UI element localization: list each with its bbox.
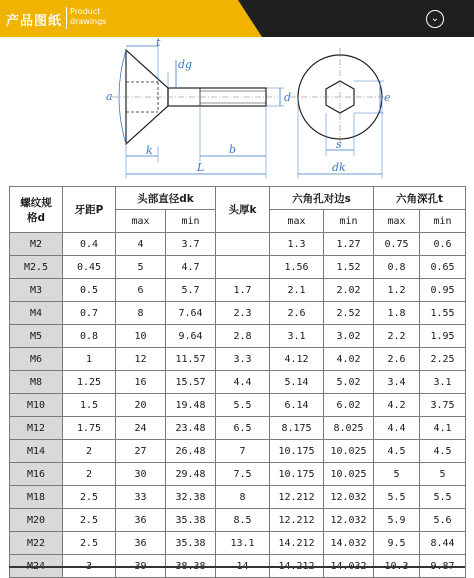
cell-smin: 10.025 (324, 463, 374, 486)
cell-tmax: 0.75 (374, 233, 420, 256)
cell-d: M12 (10, 417, 63, 440)
cell-smin: 8.025 (324, 417, 374, 440)
cell-smax: 2.1 (270, 279, 324, 302)
cell-tmax: 4.2 (374, 394, 420, 417)
cell-dkmin: 11.57 (166, 348, 216, 371)
header-title-en-line1: Product (70, 7, 101, 16)
cell-d: M16 (10, 463, 63, 486)
cell-smax: 6.14 (270, 394, 324, 417)
cell-d: M8 (10, 371, 63, 394)
screw-drawing (0, 38, 474, 183)
table-row (10, 256, 466, 279)
cell-p: 1.5 (63, 394, 116, 417)
col-header-head-dia: 头部直径dk (116, 187, 216, 210)
subheader-max: max (116, 210, 166, 233)
cell-dkmax: 10 (116, 325, 166, 348)
cell-d: M2.5 (10, 256, 63, 279)
cell-dkmax: 6 (116, 279, 166, 302)
cell-tmin: 0.95 (420, 279, 466, 302)
cell-tmin: 0.6 (420, 233, 466, 256)
subheader-min: min (420, 210, 466, 233)
cell-smin: 6.02 (324, 394, 374, 417)
cell-tmin: 5.6 (420, 509, 466, 532)
table-row (10, 279, 466, 302)
cell-smax: 10.175 (270, 440, 324, 463)
cell-k: 4.4 (216, 371, 270, 394)
table-row (10, 348, 466, 371)
label-dk: dk (332, 161, 346, 174)
cell-p: 1.75 (63, 417, 116, 440)
cell-tmax: 5.9 (374, 509, 420, 532)
spec-table-body (10, 233, 466, 578)
cell-d: M4 (10, 302, 63, 325)
cell-dkmax: 30 (116, 463, 166, 486)
cell-dkmin: 4.7 (166, 256, 216, 279)
cell-dkmin: 23.48 (166, 417, 216, 440)
cell-smax: 8.175 (270, 417, 324, 440)
header-divider (66, 7, 67, 29)
cell-tmax: 2.6 (374, 348, 420, 371)
cell-dkmin: 15.57 (166, 371, 216, 394)
table-row (10, 509, 466, 532)
label-a: a (106, 90, 113, 103)
cell-tmin: 3.75 (420, 394, 466, 417)
col-header-hex: 六角孔对边s (270, 187, 374, 210)
table-row (10, 371, 466, 394)
cell-d: M18 (10, 486, 63, 509)
cell-p: 1.25 (63, 371, 116, 394)
cell-tmin: 3.1 (420, 371, 466, 394)
cell-smin: 4.02 (324, 348, 374, 371)
cell-dkmax: 27 (116, 440, 166, 463)
header-title-cn: 产品图纸 (6, 14, 63, 29)
cell-dkmax: 20 (116, 394, 166, 417)
cell-dkmax: 12 (116, 348, 166, 371)
cell-smax: 14.212 (270, 532, 324, 555)
cell-k: 6.5 (216, 417, 270, 440)
cell-tmin: 5 (420, 463, 466, 486)
cell-smin: 5.02 (324, 371, 374, 394)
col-header-pitch: 牙距P (63, 187, 116, 233)
cell-smin: 10.025 (324, 440, 374, 463)
subheader-min: min (324, 210, 374, 233)
cell-smin: 1.52 (324, 256, 374, 279)
cell-smax: 5.14 (270, 371, 324, 394)
cell-tmax: 4.4 (374, 417, 420, 440)
cell-p: 0.8 (63, 325, 116, 348)
cell-d: M22 (10, 532, 63, 555)
cell-p: 2.5 (63, 509, 116, 532)
cell-dkmin: 5.7 (166, 279, 216, 302)
cell-smin: 12.032 (324, 509, 374, 532)
cell-dkmax: 36 (116, 532, 166, 555)
table-row (10, 532, 466, 555)
cell-smax: 1.3 (270, 233, 324, 256)
cell-smax: 10.175 (270, 463, 324, 486)
cell-k: 13.1 (216, 532, 270, 555)
cell-k: 5.5 (216, 394, 270, 417)
cell-tmax: 1.8 (374, 302, 420, 325)
cell-tmax: 4.5 (374, 440, 420, 463)
cell-p: 2.5 (63, 486, 116, 509)
cell-dkmax: 8 (116, 302, 166, 325)
cell-tmax: 0.8 (374, 256, 420, 279)
cell-tmin: 1.55 (420, 302, 466, 325)
page-header (0, 0, 474, 37)
col-header-hex-depth: 六角深孔t (374, 187, 466, 210)
cell-k: 7.5 (216, 463, 270, 486)
cell-smax: 12.212 (270, 509, 324, 532)
cell-dkmax: 16 (116, 371, 166, 394)
table-row (10, 440, 466, 463)
cell-dkmin: 35.38 (166, 532, 216, 555)
cell-smin: 12.032 (324, 486, 374, 509)
cell-smin: 2.52 (324, 302, 374, 325)
cell-p: 0.7 (63, 302, 116, 325)
cell-dkmin: 19.48 (166, 394, 216, 417)
table-row (10, 463, 466, 486)
cell-p: 2.5 (63, 532, 116, 555)
cell-dkmin: 3.7 (166, 233, 216, 256)
cell-p: 1 (63, 348, 116, 371)
table-row (10, 394, 466, 417)
cell-tmin: 4.1 (420, 417, 466, 440)
cell-tmin: 1.95 (420, 325, 466, 348)
cell-smax: 2.6 (270, 302, 324, 325)
col-header-size-line2: 格d (26, 211, 46, 224)
cell-smin: 3.02 (324, 325, 374, 348)
cell-tmin: 0.65 (420, 256, 466, 279)
cell-dkmin: 26.48 (166, 440, 216, 463)
cell-tmax: 5.5 (374, 486, 420, 509)
cell-k (216, 233, 270, 256)
cell-dkmax: 5 (116, 256, 166, 279)
cell-smax: 1.56 (270, 256, 324, 279)
cell-k: 7 (216, 440, 270, 463)
cell-smax: 12.212 (270, 486, 324, 509)
label-t: t (156, 38, 161, 49)
label-L: L (197, 161, 205, 174)
cell-d: M10 (10, 394, 63, 417)
label-s: s (336, 138, 342, 151)
cell-dkmin: 7.64 (166, 302, 216, 325)
label-k: k (146, 144, 153, 157)
header-slant (238, 0, 262, 37)
cell-dkmax: 24 (116, 417, 166, 440)
cell-d: M6 (10, 348, 63, 371)
subheader-max: max (270, 210, 324, 233)
col-header-size (10, 187, 63, 233)
cell-dkmin: 32.38 (166, 486, 216, 509)
cell-k: 8 (216, 486, 270, 509)
cell-tmin: 5.5 (420, 486, 466, 509)
cell-k: 2.3 (216, 302, 270, 325)
cell-dkmax: 4 (116, 233, 166, 256)
spec-table (9, 186, 466, 578)
cell-tmax: 5 (374, 463, 420, 486)
label-b: b (229, 143, 237, 156)
chevron-down-icon[interactable]: ⌄ (426, 10, 444, 28)
cell-dkmax: 36 (116, 509, 166, 532)
table-row (10, 233, 466, 256)
cell-k: 3.3 (216, 348, 270, 371)
cell-p: 0.4 (63, 233, 116, 256)
cell-d: M2 (10, 233, 63, 256)
cell-p: 2 (63, 463, 116, 486)
cell-d: M14 (10, 440, 63, 463)
label-e: e (384, 91, 391, 104)
cell-smax: 3.1 (270, 325, 324, 348)
cell-tmin: 2.25 (420, 348, 466, 371)
bottom-rule (9, 566, 465, 568)
cell-tmin: 8.44 (420, 532, 466, 555)
cell-d: M5 (10, 325, 63, 348)
cell-tmax: 2.2 (374, 325, 420, 348)
cell-smin: 1.27 (324, 233, 374, 256)
col-header-size-line1: 螺纹规 (20, 196, 52, 209)
cell-dkmin: 29.48 (166, 463, 216, 486)
col-header-head-height: 头厚k (216, 187, 270, 233)
cell-k: 8.5 (216, 509, 270, 532)
cell-smin: 14.032 (324, 532, 374, 555)
cell-k: 1.7 (216, 279, 270, 302)
cell-p: 2 (63, 440, 116, 463)
subheader-max: max (374, 210, 420, 233)
table-row (10, 417, 466, 440)
cell-d: M3 (10, 279, 63, 302)
cell-p: 0.45 (63, 256, 116, 279)
table-row (10, 325, 466, 348)
cell-tmax: 3.4 (374, 371, 420, 394)
cell-tmax: 1.2 (374, 279, 420, 302)
cell-smin: 2.02 (324, 279, 374, 302)
cell-tmin: 4.5 (420, 440, 466, 463)
cell-dkmin: 35.38 (166, 509, 216, 532)
cell-dkmax: 33 (116, 486, 166, 509)
cell-d: M20 (10, 509, 63, 532)
cell-p: 0.5 (63, 279, 116, 302)
label-d: d (284, 91, 292, 104)
cell-tmax: 9.5 (374, 532, 420, 555)
cell-dkmin: 9.64 (166, 325, 216, 348)
label-dg: dg (178, 58, 193, 71)
cell-smax: 4.12 (270, 348, 324, 371)
subheader-min: min (166, 210, 216, 233)
header-title-en (70, 7, 106, 27)
cell-k: 2.8 (216, 325, 270, 348)
cell-k (216, 256, 270, 279)
table-row (10, 486, 466, 509)
table-row (10, 302, 466, 325)
header-title-en-line2: drawings (70, 17, 107, 26)
